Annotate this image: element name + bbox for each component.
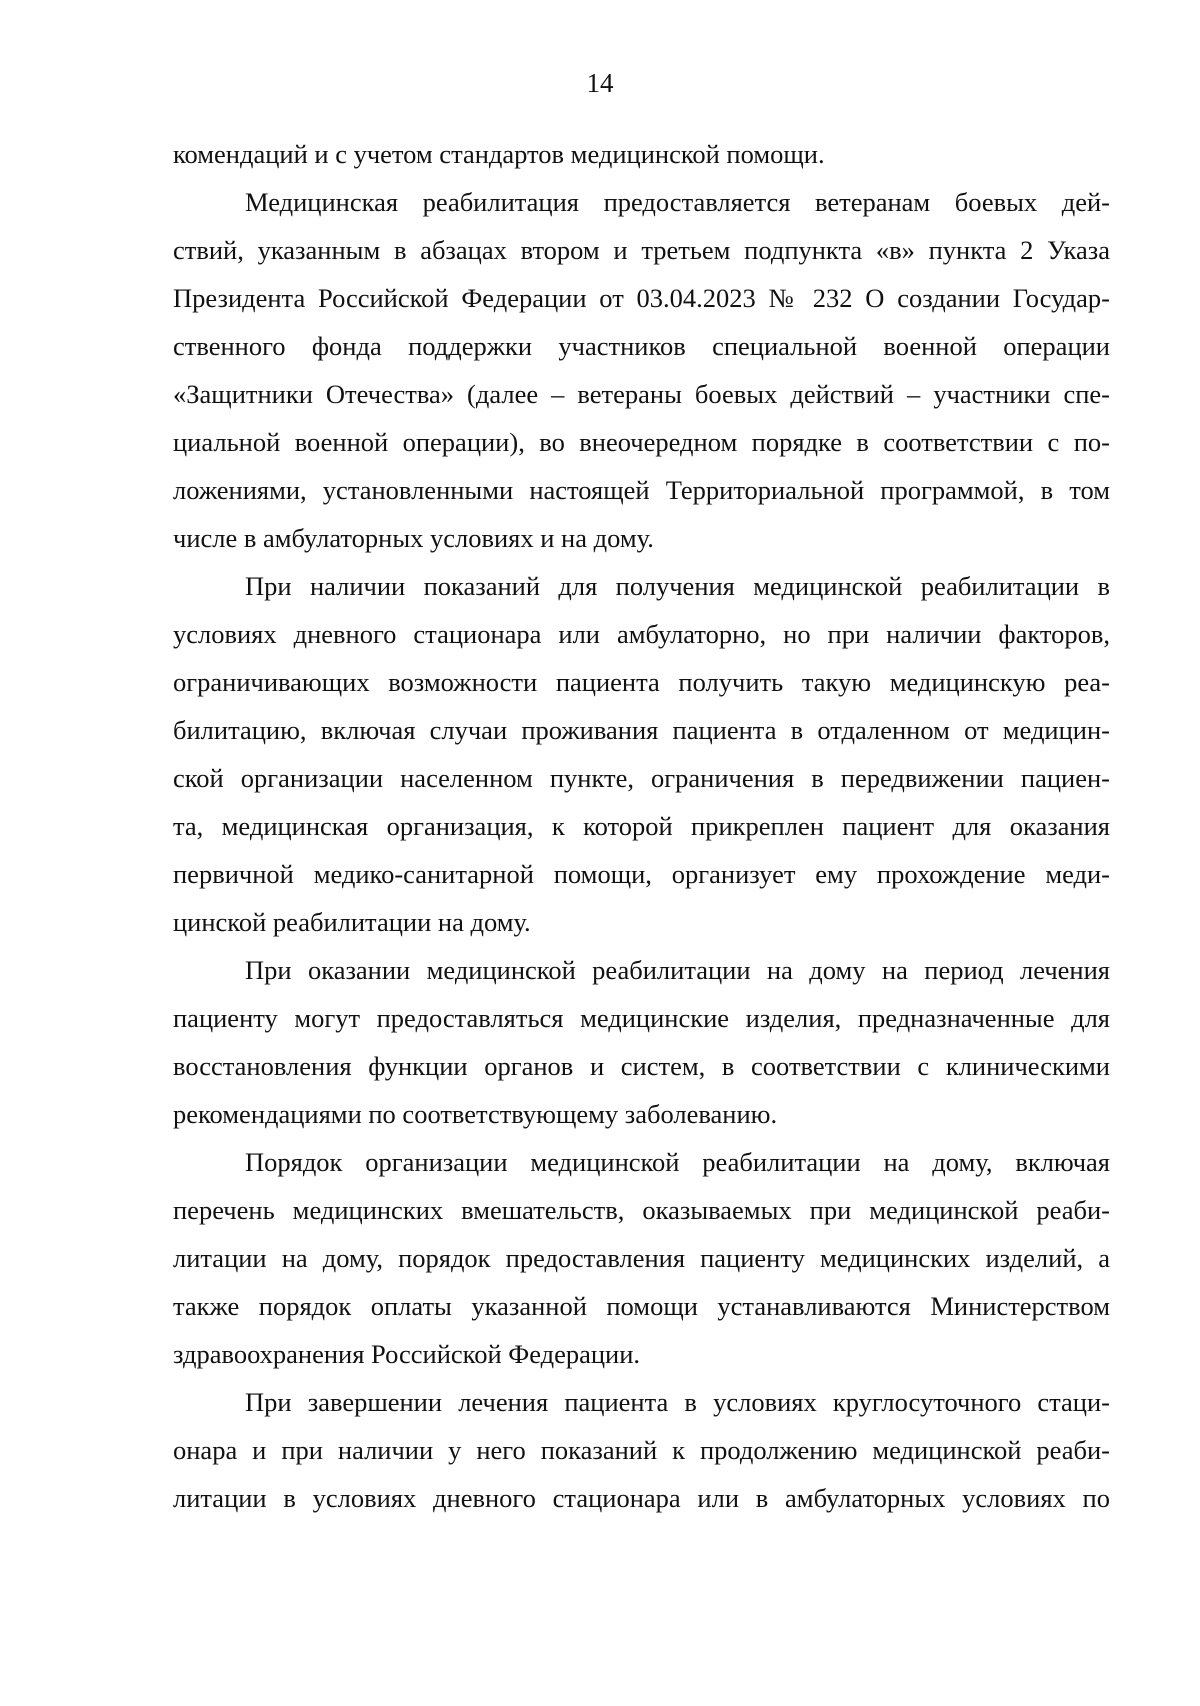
text-line: ской организации населенном пункте, ограничения в передвижении пациен- xyxy=(173,763,1110,793)
paragraph xyxy=(173,178,1110,562)
text-line: рекомендациями по соответствующему заболеванию. xyxy=(173,1099,778,1129)
text-line: билитацию, включая случаи проживания пациента в отдаленном от медицин- xyxy=(173,715,1110,745)
text-line: литации на дому, порядок предоставления пациенту медицинских изделий, а xyxy=(173,1243,1110,1273)
text-line: цинской реабилитации на дому. xyxy=(173,907,531,937)
text-line: комендаций и с учетом стандартов медицинской помощи. xyxy=(173,139,825,169)
text-line: ственного фонда поддержки участников специальной военной операции xyxy=(173,331,1110,361)
text-line: первичной медико-санитарной помощи, организует ему прохождение меди- xyxy=(173,859,1110,889)
text-line: Президента Российской Федерации от 03.04.2023 № 232 О создании Государ- xyxy=(173,283,1110,313)
text-line: ограничивающих возможности пациента получить такую медицинскую реа- xyxy=(173,667,1110,697)
text-line: При оказании медицинской реабилитации на дому на период лечения xyxy=(245,955,1110,985)
text-line: При наличии показаний для получения медицинской реабилитации в xyxy=(245,571,1110,601)
text-line: онара и при наличии у него показаний к продолжению медицинской реаби- xyxy=(173,1435,1110,1465)
text-line: числе в амбулаторных условиях и на дому. xyxy=(173,523,654,553)
text-line: литации в условиях дневного стационара или в амбулаторных условиях по xyxy=(173,1483,1110,1513)
paragraph xyxy=(173,946,1110,1138)
text-line: пациенту могут предоставляться медицинские изделия, предназначенные для xyxy=(173,1003,1110,1033)
text-line: та, медицинская организация, к которой прикреплен пациент для оказания xyxy=(173,811,1110,841)
text-line: Порядок организации медицинской реабилитации на дому, включая xyxy=(245,1147,1110,1177)
paragraph xyxy=(173,1138,1110,1378)
text-line: восстановления функции органов и систем, в соответствии с клиническими xyxy=(173,1051,1110,1081)
paragraph xyxy=(173,130,1110,178)
text-line: Медицинская реабилитация предоставляется ветеранам боевых дей- xyxy=(245,187,1110,217)
text-line: ложениями, установленными настоящей Территориальной программой, в том xyxy=(173,475,1110,505)
text-line: также порядок оплаты указанной помощи устанавливаются Министерством xyxy=(173,1291,1110,1321)
text-line: ствий, указанным в абзацах втором и третьем подпункта «в» пункта 2 Указа xyxy=(173,235,1110,265)
text-line: условиях дневного стационара или амбулаторно, но при наличии факторов, xyxy=(173,619,1110,649)
text-line: здравоохранения Российской Федерации. xyxy=(173,1339,641,1369)
text-line: При завершении лечения пациента в условиях круглосуточного стаци- xyxy=(245,1387,1110,1417)
text-line: «Защитники Отечества» (далее – ветераны боевых действий – участники спе- xyxy=(173,379,1110,409)
paragraph xyxy=(173,562,1110,946)
document-body xyxy=(173,130,1110,1522)
page-number: 14 xyxy=(586,68,614,98)
text-line: перечень медицинских вмешательств, оказываемых при медицинской реаби- xyxy=(173,1195,1110,1225)
paragraph xyxy=(173,1378,1110,1522)
text-line: циальной военной операции), во внеочередном порядке в соответствии с по- xyxy=(173,427,1110,457)
